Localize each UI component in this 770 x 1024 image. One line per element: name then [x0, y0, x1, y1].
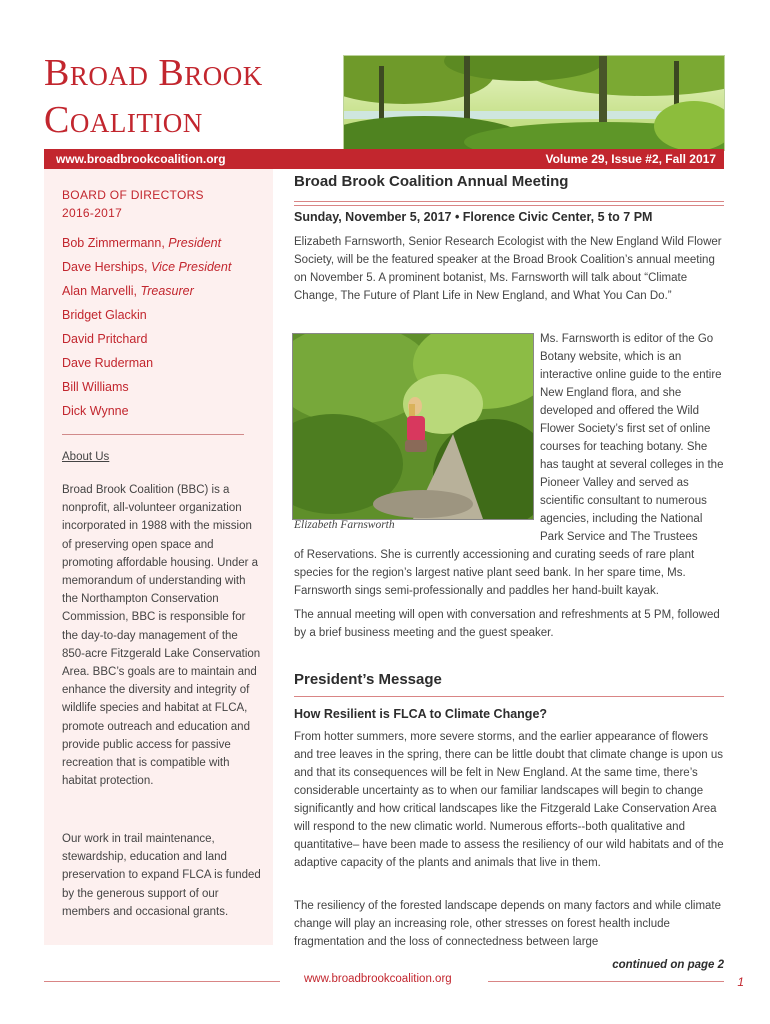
issue-info: Volume 29, Issue #2, Fall 2017	[545, 152, 716, 166]
meeting-paragraph-3: The annual meeting will open with conversation and refreshments at 5 PM, followed by a brief business meeting and the guest speaker.	[294, 609, 720, 639]
board-member	[62, 281, 231, 305]
footer-rule-right	[488, 981, 724, 982]
board-member	[62, 353, 231, 377]
speaker-photo	[292, 333, 534, 520]
president-paragraph-1: From hotter summers, more severe storms, and the earlier appearance of flowers and tree leaves in the spring, there can be little doubt that climate change is upon us and that its consequences will be felt in New England. At the same time, there’s considerable uncertainty as to when our familiar landscapes will begin to change significantly and how critical landscapes like the Fitzgerald Lake Conservation Area will respond to the new climatic world. Numerous efforts--both qualitative and quantitative– have been made to assess the resiliency of our wild habitats and of the adaptive capacity of the plants and animals that live in them.	[294, 731, 724, 869]
title-line-2: Coalition	[44, 99, 203, 141]
board-list	[62, 233, 231, 425]
member-role: Vice President	[150, 260, 232, 274]
member-name: Bridget Glackin	[62, 308, 147, 322]
board-member	[62, 257, 231, 281]
about-paragraph-1: Broad Brook Coalition (BBC) is a nonprofit, all-volunteer organization incorporated in 1988 with the mission of preserving open space and promoting affordable housing. Under a memorandum of understanding with the Northampton Conservation Commission, BBC is responsible for the day-to-day management of the 850-acre Fitzgerald Lake Conservation Area. BBC’s goals are to maintain and enhance the diversity and integrity of wildlife species and habitat at FLCA, promote outreach and education and provide public access for passive recreation that is compatible with habitat protection.	[62, 484, 261, 788]
board-heading-text: BOARD OF DIRECTORS	[62, 188, 204, 202]
member-name: Dave Ruderman	[62, 356, 154, 370]
board-member	[62, 401, 231, 425]
title-rule	[294, 201, 724, 202]
president-title: President’s Message	[294, 671, 442, 688]
continued-note[interactable]: continued on page 2	[612, 959, 724, 971]
title-line-1: Broad Brook	[44, 52, 263, 94]
meeting-paragraph-2: of Reservations. She is currently accessioning and curating seeds of rare plant species for the region’s largest native plant seed bank. In her spare time, Ms. Farnsworth sings semi-professionally and paddles her hand-built kayak.	[294, 549, 695, 597]
board-member	[62, 377, 231, 401]
meeting-paragraph-1: Elizabeth Farnsworth, Senior Research Ecologist with the New England Wild Flower Society, will be the featured speaker at the Broad Brook Coalition’s annual meeting on November 5. A prominent botanist, Ms. Farnsworth will talk about “Climate Change, The Future of Plant Life in New England, and What You Can Do.”	[294, 236, 722, 302]
header-forest-photo	[343, 55, 725, 151]
about-us-heading: About Us	[62, 451, 110, 463]
member-name: Alan Marvelli,	[62, 284, 141, 298]
member-name: Bill Williams	[62, 380, 129, 394]
board-member	[62, 329, 231, 353]
board-member	[62, 233, 231, 257]
about-paragraph-2: Our work in trail maintenance, stewardship, education and land preservation to expand FLCA is funded by the generous support of our members and occasional grants.	[62, 833, 261, 918]
website-url[interactable]: www.broadbrookcoalition.org	[56, 152, 226, 166]
title-rule-2	[294, 205, 724, 206]
member-name: Dave Herships,	[62, 260, 151, 274]
meeting-title: Broad Brook Coalition Annual Meeting	[294, 173, 569, 190]
president-paragraph-2: The resiliency of the forested landscape depends on many factors and while climate change will play an increasing role, other stresses on forest health include fragmentation and the loss of connectedness between large	[294, 900, 722, 948]
meeting-subhead: Sunday, November 5, 2017 • Florence Civic Center, 5 to 7 PM	[294, 210, 653, 224]
header-bar	[44, 149, 724, 169]
photo-caption: Elizabeth Farnsworth	[294, 519, 395, 531]
member-name: Bob Zimmermann,	[62, 236, 169, 250]
member-role: President	[168, 236, 222, 250]
member-name: David Pritchard	[62, 332, 148, 346]
board-heading	[62, 186, 204, 222]
board-years: 2016-2017	[62, 206, 123, 220]
member-role: Treasurer	[140, 284, 194, 298]
board-member	[62, 305, 231, 329]
president-subhead: How Resilient is FLCA to Climate Change?	[294, 707, 548, 721]
president-rule	[294, 696, 724, 697]
meeting-paragraph-2-wrap: Ms. Farnsworth is editor of the Go Botany website, which is an interactive online guide to the entire New England flora, and she developed and offered the Wild Flower Society’s first set of online courses for teaching botany. She has taught at several colleges in the Pioneer Valley and served as scientific consultant to numerous agencies, including the National Park Service and The Trustees	[540, 333, 724, 543]
page-number: 1	[737, 975, 744, 989]
newsletter-title	[44, 50, 263, 144]
sidebar-divider	[62, 434, 244, 435]
footer-rule-left	[44, 981, 280, 982]
footer-url[interactable]: www.broadbrookcoalition.org	[304, 973, 452, 985]
member-name: Dick Wynne	[62, 404, 129, 418]
